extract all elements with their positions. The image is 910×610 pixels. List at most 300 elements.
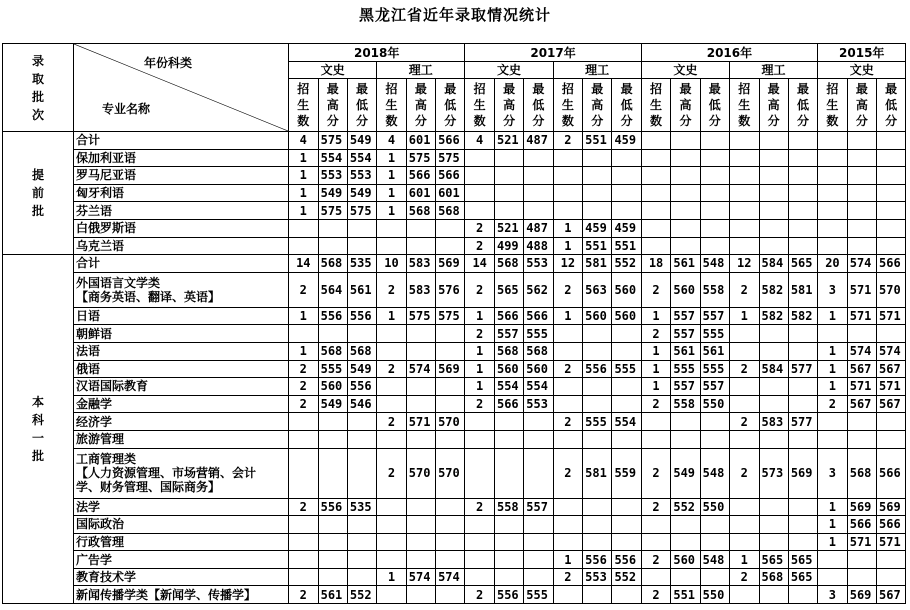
max-score: 570: [406, 448, 435, 498]
metric-label: 最低分: [885, 82, 898, 128]
metric-header: [406, 79, 435, 132]
enrollment-count: [818, 132, 848, 150]
enrollment-count: 1: [818, 378, 848, 396]
min-score: [700, 167, 729, 185]
table-row: [3, 586, 906, 604]
min-score: [877, 325, 906, 343]
min-score: [700, 149, 729, 167]
min-score: 576: [436, 272, 465, 307]
enrollment-count: 1: [553, 551, 583, 569]
max-score: [406, 378, 435, 396]
min-score: [700, 516, 729, 534]
min-score: [612, 149, 641, 167]
min-score: [347, 325, 376, 343]
enrollment-count: 2: [641, 448, 671, 498]
max-score: 567: [847, 395, 876, 413]
max-score: 551: [671, 586, 700, 604]
min-score: [612, 533, 641, 551]
min-score: 487: [524, 132, 553, 150]
enrollment-count: 2: [289, 586, 319, 604]
max-score: 583: [759, 413, 788, 431]
max-score: [494, 413, 523, 431]
max-score: 552: [671, 498, 700, 516]
min-score: [524, 413, 553, 431]
min-score: 568: [347, 342, 376, 360]
min-score: [436, 586, 465, 604]
enrollment-count: 1: [289, 149, 319, 167]
min-score: [612, 202, 641, 220]
enrollment-count: 4: [377, 132, 407, 150]
table-row: [3, 498, 906, 516]
max-score: [759, 149, 788, 167]
batch-header-label: 录取批次: [31, 53, 44, 122]
min-score: [700, 413, 729, 431]
enrollment-count: 1: [818, 307, 848, 325]
max-score: 551: [583, 132, 612, 150]
max-score: 574: [406, 360, 435, 378]
enrollment-count: 1: [289, 307, 319, 325]
enrollment-count: 1: [465, 360, 495, 378]
min-score: [436, 342, 465, 360]
max-score: [406, 498, 435, 516]
min-score: [788, 167, 817, 185]
metric-header: [671, 79, 700, 132]
enrollment-count: [729, 325, 759, 343]
max-score: 557: [671, 307, 700, 325]
major-name: 罗马尼亚语: [74, 167, 289, 185]
enrollment-count: [465, 184, 495, 202]
max-score: [583, 395, 612, 413]
enrollment-count: [641, 132, 671, 150]
min-score: 566: [436, 132, 465, 150]
enrollment-count: 1: [641, 360, 671, 378]
enrollment-count: [553, 342, 583, 360]
metric-label: 最低分: [796, 82, 809, 128]
enrollment-count: [289, 237, 319, 255]
enrollment-count: 2: [641, 395, 671, 413]
enrollment-count: 2: [465, 498, 495, 516]
enrollment-count: 1: [289, 184, 319, 202]
enrollment-count: [729, 149, 759, 167]
table-row: [3, 272, 906, 307]
min-score: [700, 132, 729, 150]
max-score: [494, 430, 523, 448]
enrollment-count: [289, 448, 319, 498]
table-row: [3, 184, 906, 202]
min-score: 567: [877, 586, 906, 604]
min-score: 555: [700, 360, 729, 378]
major-name: 教育技术学: [74, 568, 289, 586]
enrollment-count: [641, 184, 671, 202]
min-score: [524, 533, 553, 551]
max-score: 557: [671, 325, 700, 343]
enrollment-count: [289, 551, 319, 569]
enrollment-count: 1: [377, 202, 407, 220]
enrollment-count: [553, 184, 583, 202]
max-score: [318, 448, 347, 498]
table-row: [3, 551, 906, 569]
enrollment-count: [729, 395, 759, 413]
major-name: 俄语: [74, 360, 289, 378]
enrollment-count: [729, 219, 759, 237]
enrollment-count: [465, 516, 495, 534]
enrollment-count: 2: [641, 498, 671, 516]
enrollment-count: [553, 378, 583, 396]
metric-label: 最高分: [414, 82, 427, 128]
max-score: 554: [494, 378, 523, 396]
max-score: [583, 202, 612, 220]
min-score: [347, 551, 376, 569]
min-score: [877, 184, 906, 202]
table-row: [3, 219, 906, 237]
min-score: 601: [436, 184, 465, 202]
enrollment-count: [377, 516, 407, 534]
max-score: [318, 516, 347, 534]
enrollment-count: 2: [465, 325, 495, 343]
enrollment-count: [377, 430, 407, 448]
enrollment-count: [641, 413, 671, 431]
metric-label: 最高分: [326, 82, 339, 128]
min-score: 571: [877, 307, 906, 325]
enrollment-count: 2: [465, 395, 495, 413]
max-score: [847, 430, 876, 448]
min-score: 565: [788, 551, 817, 569]
min-score: [612, 395, 641, 413]
min-score: 548: [700, 551, 729, 569]
max-score: 560: [583, 307, 612, 325]
min-score: [612, 167, 641, 185]
enrollment-count: 14: [465, 255, 495, 273]
metric-header: [877, 79, 906, 132]
max-score: 560: [671, 551, 700, 569]
enrollment-count: 1: [553, 237, 583, 255]
max-score: [318, 568, 347, 586]
enrollment-count: 1: [729, 307, 759, 325]
batch-cell: [3, 132, 74, 255]
enrollment-count: [377, 378, 407, 396]
enrollment-count: 1: [377, 167, 407, 185]
enrollment-count: 2: [729, 272, 759, 307]
min-score: [612, 586, 641, 604]
enrollment-count: 2: [377, 448, 407, 498]
subject-type-header: 理工: [729, 62, 817, 79]
min-score: [436, 498, 465, 516]
min-score: [612, 325, 641, 343]
min-score: [524, 202, 553, 220]
min-score: 575: [436, 149, 465, 167]
min-score: 571: [877, 378, 906, 396]
min-score: 569: [877, 498, 906, 516]
min-score: [347, 219, 376, 237]
major-name: 匈牙利语: [74, 184, 289, 202]
enrollment-count: [465, 149, 495, 167]
max-score: 568: [494, 342, 523, 360]
enrollment-count: 2: [553, 413, 583, 431]
max-score: 561: [671, 342, 700, 360]
max-score: 568: [494, 255, 523, 273]
max-score: [847, 149, 876, 167]
enrollment-count: [377, 342, 407, 360]
min-score: 565: [788, 568, 817, 586]
max-score: [494, 167, 523, 185]
min-score: 566: [877, 255, 906, 273]
max-score: [847, 132, 876, 150]
enrollment-count: 18: [641, 255, 671, 273]
max-score: 459: [583, 219, 612, 237]
max-score: 521: [494, 132, 523, 150]
min-score: 487: [524, 219, 553, 237]
max-score: [671, 516, 700, 534]
max-score: [759, 167, 788, 185]
max-score: [671, 149, 700, 167]
max-score: 563: [583, 272, 612, 307]
max-score: 565: [759, 551, 788, 569]
min-score: [612, 430, 641, 448]
max-score: 574: [847, 342, 876, 360]
metric-label: 最高分: [767, 82, 780, 128]
max-score: 565: [494, 272, 523, 307]
max-score: [759, 533, 788, 551]
min-score: 546: [347, 395, 376, 413]
min-score: 550: [700, 586, 729, 604]
max-score: 556: [583, 551, 612, 569]
max-score: 583: [406, 255, 435, 273]
enrollment-count: 1: [641, 342, 671, 360]
max-score: [671, 533, 700, 551]
min-score: 560: [612, 307, 641, 325]
enrollment-count: [729, 184, 759, 202]
major-name-line: 工商管理类: [76, 452, 137, 466]
max-score: 558: [494, 498, 523, 516]
max-score: 556: [318, 307, 347, 325]
max-score: [406, 551, 435, 569]
enrollment-count: 1: [641, 378, 671, 396]
enrollment-count: [818, 219, 848, 237]
enrollment-count: 1: [377, 568, 407, 586]
year-header: 2015年: [818, 44, 906, 62]
major-name: [74, 272, 289, 307]
max-score: 584: [759, 360, 788, 378]
enrollment-count: [289, 219, 319, 237]
min-score: 556: [347, 307, 376, 325]
min-score: [700, 219, 729, 237]
enrollment-count: [818, 568, 848, 586]
enrollment-count: 2: [377, 413, 407, 431]
min-score: [788, 132, 817, 150]
max-score: 581: [583, 448, 612, 498]
max-score: 521: [494, 219, 523, 237]
min-score: 535: [347, 498, 376, 516]
min-score: [612, 498, 641, 516]
max-score: 564: [318, 272, 347, 307]
enrollment-count: 2: [289, 395, 319, 413]
max-score: [494, 202, 523, 220]
max-score: [847, 219, 876, 237]
enrollment-count: [729, 237, 759, 255]
max-score: [583, 342, 612, 360]
max-score: 566: [847, 516, 876, 534]
metric-label: 最低分: [708, 82, 721, 128]
min-score: 556: [612, 551, 641, 569]
min-score: 570: [877, 272, 906, 307]
min-score: [788, 378, 817, 396]
enrollment-count: [553, 149, 583, 167]
max-score: [583, 586, 612, 604]
enrollment-count: 4: [465, 132, 495, 150]
max-score: [494, 149, 523, 167]
min-score: [524, 149, 553, 167]
enrollment-count: [729, 586, 759, 604]
enrollment-count: [289, 533, 319, 551]
min-score: 561: [347, 272, 376, 307]
min-score: [700, 184, 729, 202]
min-score: [788, 325, 817, 343]
max-score: [583, 167, 612, 185]
min-score: [524, 448, 553, 498]
min-score: 575: [347, 202, 376, 220]
min-score: 565: [788, 255, 817, 273]
major-name: 新闻传播学类【新闻学、传播学】: [74, 586, 289, 604]
min-score: 554: [612, 413, 641, 431]
max-score: [406, 237, 435, 255]
enrollment-count: [553, 395, 583, 413]
enrollment-count: [729, 533, 759, 551]
min-score: [700, 568, 729, 586]
max-score: [406, 342, 435, 360]
min-score: 577: [788, 360, 817, 378]
year-type-label: 年份科类: [144, 56, 193, 70]
min-score: [877, 430, 906, 448]
max-score: [494, 568, 523, 586]
metric-header: [759, 79, 788, 132]
enrollment-count: [377, 325, 407, 343]
min-score: [436, 533, 465, 551]
min-score: [436, 395, 465, 413]
max-score: [583, 325, 612, 343]
enrollment-count: [818, 167, 848, 185]
enrollment-count: [465, 448, 495, 498]
enrollment-count: [818, 551, 848, 569]
enrollment-count: 1: [818, 533, 848, 551]
enrollment-count: [465, 202, 495, 220]
enrollment-count: [289, 325, 319, 343]
enrollment-count: 2: [641, 586, 671, 604]
min-score: 552: [612, 255, 641, 273]
enrollment-count: 1: [553, 307, 583, 325]
page-title: 黑龙江省近年录取情况统计: [358, 6, 551, 24]
table-row: [3, 149, 906, 167]
min-score: 581: [788, 272, 817, 307]
min-score: 548: [700, 448, 729, 498]
year-header: 2016年: [641, 44, 817, 62]
max-score: 575: [318, 202, 347, 220]
metric-label: 最高分: [503, 82, 516, 128]
max-score: 569: [847, 498, 876, 516]
enrollment-count: [729, 516, 759, 534]
table-row: [3, 533, 906, 551]
min-score: [700, 237, 729, 255]
min-score: 562: [524, 272, 553, 307]
min-score: 569: [788, 448, 817, 498]
max-score: 583: [406, 272, 435, 307]
max-score: [759, 586, 788, 604]
min-score: [436, 430, 465, 448]
min-score: 558: [700, 272, 729, 307]
min-score: 567: [877, 360, 906, 378]
enrollment-count: [641, 430, 671, 448]
enrollment-count: 2: [729, 448, 759, 498]
table-row: [3, 132, 906, 150]
min-score: 557: [700, 307, 729, 325]
subject-type-header: 理工: [553, 62, 641, 79]
max-score: [583, 184, 612, 202]
enrollment-count: [553, 202, 583, 220]
max-score: 582: [759, 307, 788, 325]
enrollment-count: 2: [729, 360, 759, 378]
metric-label: 最高分: [855, 82, 868, 128]
enrollment-count: 2: [553, 568, 583, 586]
min-score: 550: [700, 395, 729, 413]
min-score: [436, 516, 465, 534]
major-name: 法语: [74, 342, 289, 360]
max-score: 549: [318, 184, 347, 202]
max-score: 555: [583, 413, 612, 431]
metric-label: 最低分: [532, 82, 545, 128]
max-score: 560: [671, 272, 700, 307]
min-score: [877, 167, 906, 185]
enrollment-count: 2: [289, 272, 319, 307]
enrollment-count: [465, 413, 495, 431]
min-score: [877, 149, 906, 167]
min-score: 582: [788, 307, 817, 325]
enrollment-count: 1: [818, 360, 848, 378]
enrollment-count: [289, 413, 319, 431]
max-score: [406, 219, 435, 237]
max-score: [759, 184, 788, 202]
max-score: [583, 378, 612, 396]
major-name: 汉语国际教育: [74, 378, 289, 396]
enrollment-count: [641, 167, 671, 185]
enrollment-count: 2: [729, 568, 759, 586]
max-score: [318, 430, 347, 448]
max-score: [671, 430, 700, 448]
max-score: 556: [318, 498, 347, 516]
enrollment-count: 3: [818, 586, 848, 604]
min-score: [788, 149, 817, 167]
major-name-line: 外国语言文学类: [76, 275, 161, 290]
enrollment-count: 1: [377, 184, 407, 202]
table-row: [3, 255, 906, 273]
max-score: 556: [583, 360, 612, 378]
min-score: 569: [436, 360, 465, 378]
min-score: 555: [700, 325, 729, 343]
min-score: [788, 516, 817, 534]
major-name: 合计: [74, 255, 289, 273]
min-score: 549: [347, 360, 376, 378]
min-score: 569: [436, 255, 465, 273]
min-score: 561: [700, 342, 729, 360]
max-score: 582: [759, 272, 788, 307]
enrollment-count: [641, 568, 671, 586]
min-score: [877, 202, 906, 220]
enrollment-count: 2: [465, 272, 495, 307]
enrollment-count: 2: [289, 498, 319, 516]
metric-label: 最低分: [620, 82, 633, 128]
min-score: [788, 395, 817, 413]
metric-header: [465, 79, 495, 132]
max-score: [759, 342, 788, 360]
min-score: [700, 202, 729, 220]
